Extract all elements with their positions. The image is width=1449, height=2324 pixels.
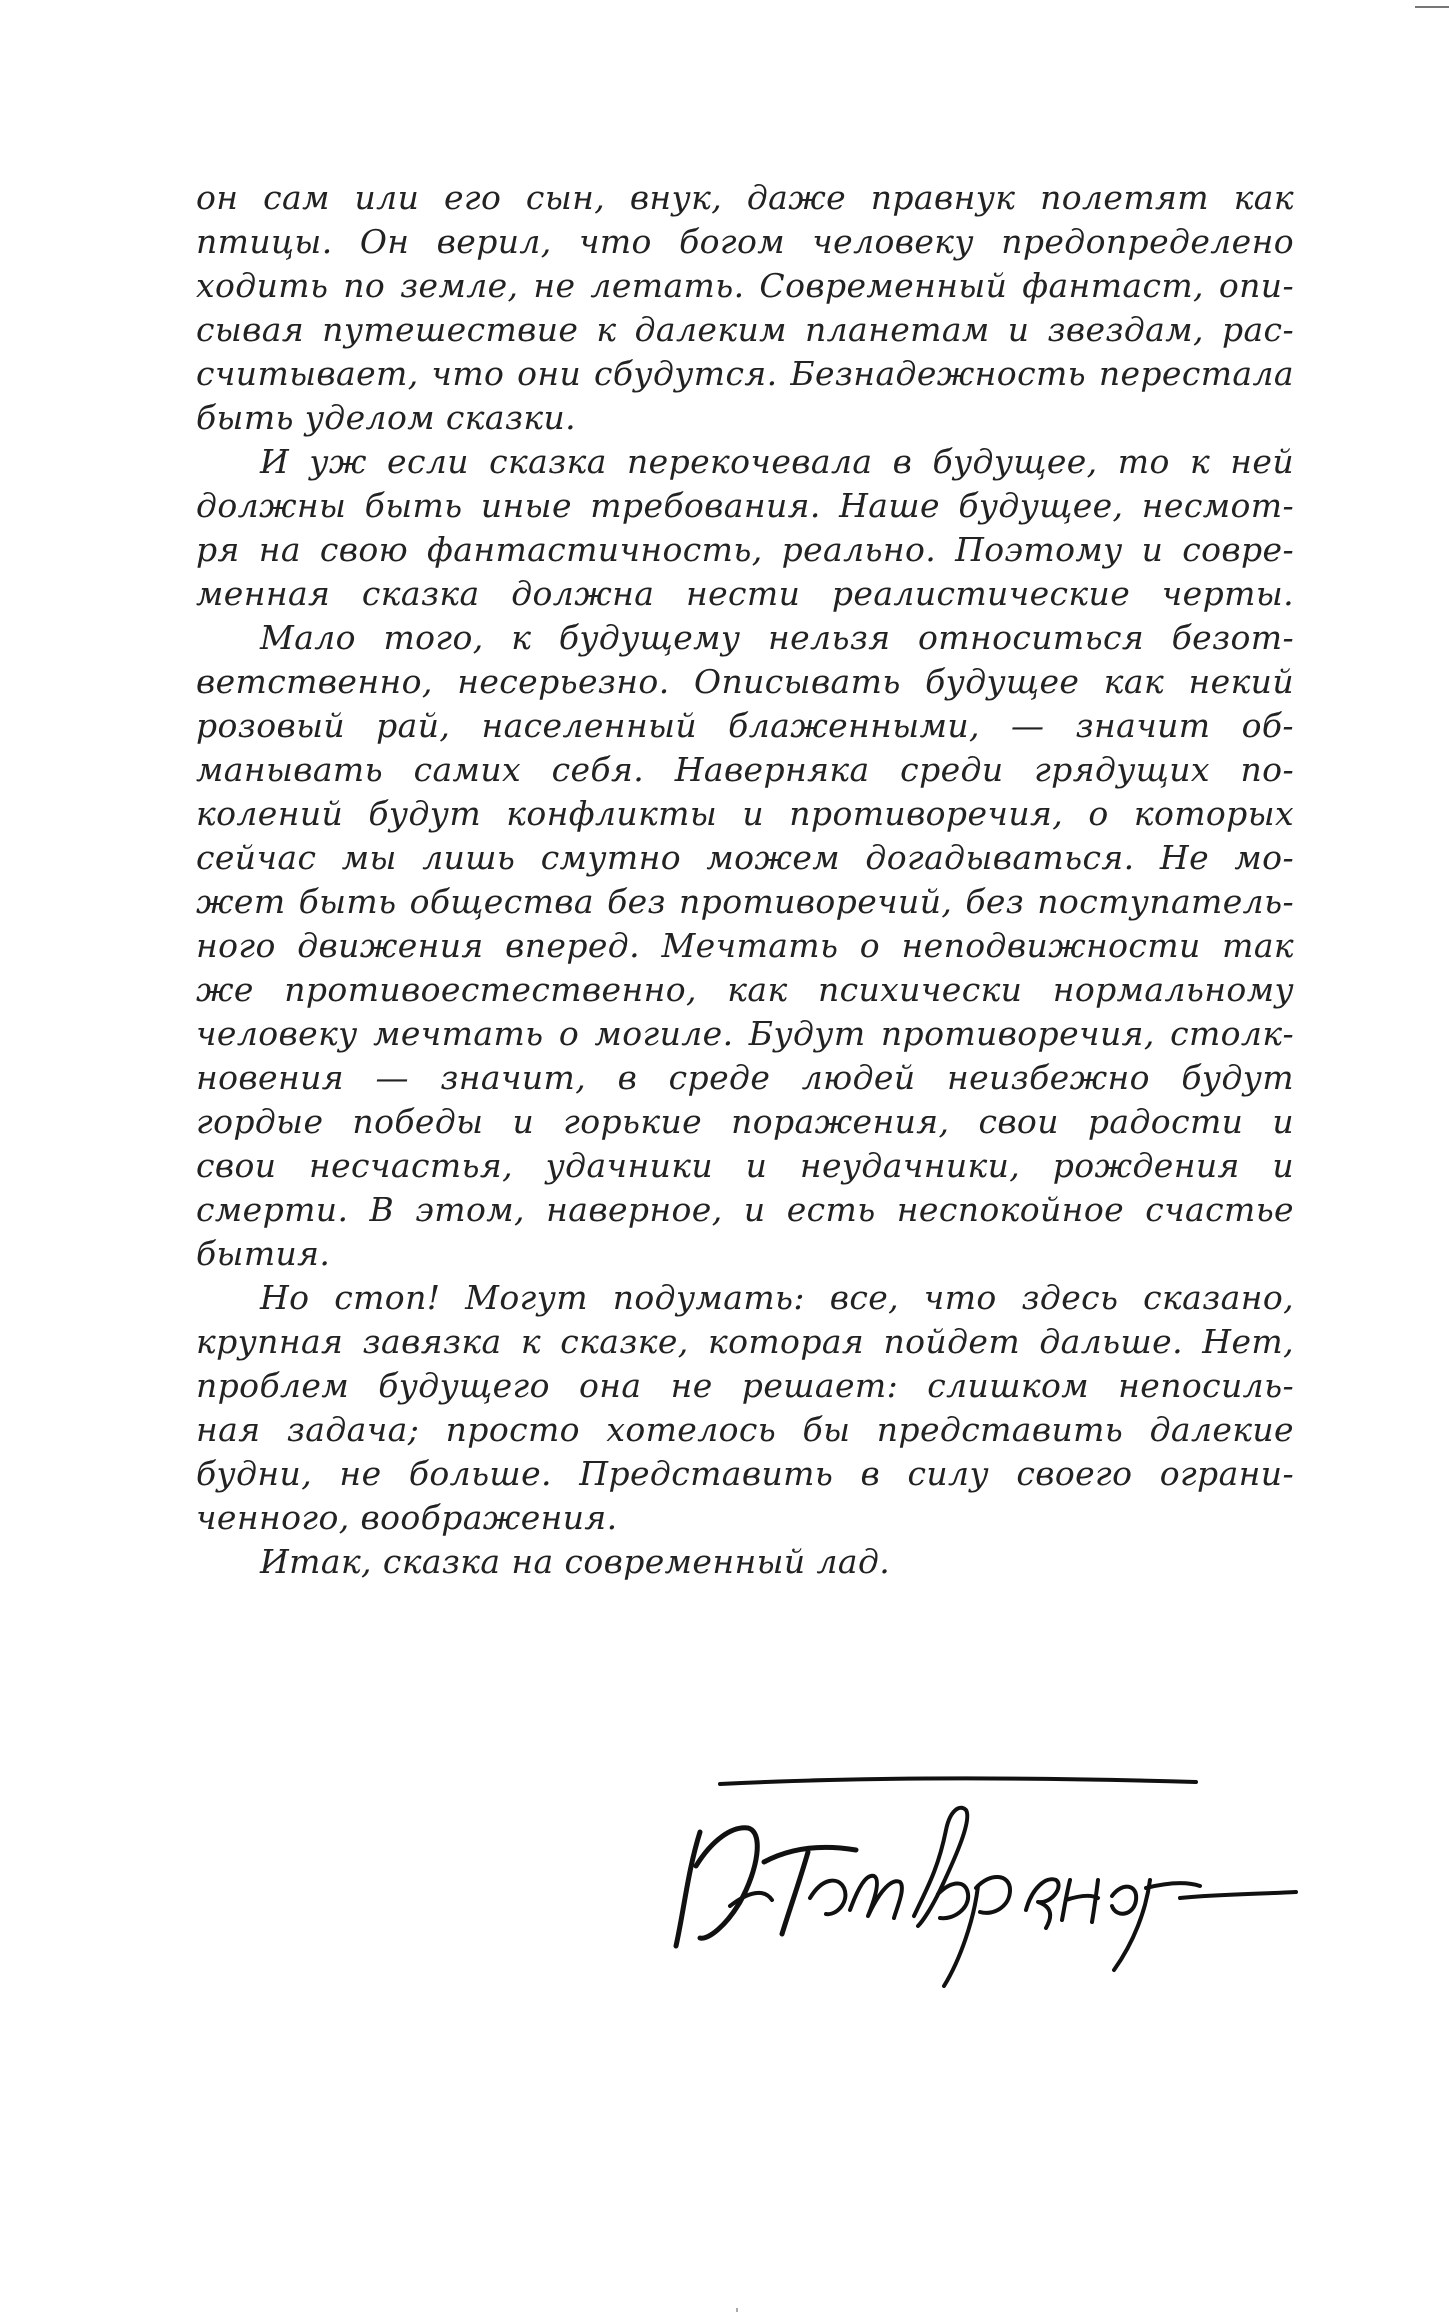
text-line: бытия. xyxy=(196,1234,331,1273)
text-line: Но стоп! Могут подумать: все, что здесь сказано, xyxy=(260,1278,1294,1317)
text-line: быть уделом сказки. xyxy=(196,398,576,437)
text-line: ходить по земле, не летать. Современный фантаст, опи- xyxy=(196,266,1294,305)
text-line: человеку мечтать о могиле. Будут противоречия, столк- xyxy=(196,1014,1294,1053)
text-line: свои несчастья, удачники и неудачники, рождения и xyxy=(196,1146,1294,1185)
text-line: Мало того, к будущему нельзя относиться безот- xyxy=(260,618,1294,657)
text-line: гордые победы и горькие поражения, свои радости и xyxy=(196,1102,1294,1141)
page-edge-mark xyxy=(1415,6,1449,8)
paragraph xyxy=(196,440,1294,616)
text-line: он сам или его сын, внук, даже правнук полетят как xyxy=(196,178,1294,217)
text-line: менная сказка должна нести реалистические черты. xyxy=(196,574,1294,613)
text-line: сейчас мы лишь смутно можем догадываться. Не мо- xyxy=(196,838,1294,877)
paragraph xyxy=(196,616,1294,1276)
text-line: должны быть иные требования. Наше будущее, несмот- xyxy=(196,486,1294,525)
handwritten-signature-icon xyxy=(660,1770,1300,1990)
text-line: птицы. Он верил, что богом человеку предопределено xyxy=(196,222,1294,261)
text-line: ного движения вперед. Мечтать о неподвижности так xyxy=(196,926,1294,965)
text-block xyxy=(196,176,1294,1584)
text-line: новения — значит, в среде людей неизбежно будут xyxy=(196,1058,1294,1097)
paragraph xyxy=(196,176,1294,440)
text-line: же противоестественно, как психически нормальному xyxy=(196,970,1294,1009)
text-line: крупная завязка к сказке, которая пойдет дальше. Нет, xyxy=(196,1322,1294,1361)
page-speck xyxy=(736,2308,738,2312)
text-line: будни, не больше. Представить в силу своего ограни- xyxy=(196,1454,1294,1493)
text-line: розовый рай, населенный блаженными, — значит об- xyxy=(196,706,1294,745)
text-line: манывать самих себя. Наверняка среди грядущих по- xyxy=(196,750,1294,789)
text-line: смерти. В этом, наверное, и есть неспокойное счастье xyxy=(196,1190,1294,1229)
text-line: ченного, воображения. xyxy=(196,1498,618,1537)
text-line: ная задача; просто хотелось бы представить далекие xyxy=(196,1410,1294,1449)
paragraph xyxy=(196,1276,1294,1540)
text-line: ря на свою фантастичность, реально. Поэтому и совре- xyxy=(196,530,1294,569)
text-line: сывая путешествие к далеким планетам и звездам, рас- xyxy=(196,310,1294,349)
text-line: жет быть общества без противоречий, без поступатель- xyxy=(196,882,1294,921)
text-line: Итак, сказка на современный лад. xyxy=(260,1542,891,1581)
paragraph xyxy=(196,1540,1294,1584)
text-line: ветственно, несерьезно. Описывать будущее как некий xyxy=(196,662,1294,701)
text-line: проблем будущего она не решает: слишком непосиль- xyxy=(196,1366,1294,1405)
text-line: считывает, что они сбудутся. Безнадежность перестала xyxy=(196,354,1294,393)
text-line: И уж если сказка перекочевала в будущее, то к ней xyxy=(260,442,1294,481)
text-line: колений будут конфликты и противоречия, о которых xyxy=(196,794,1294,833)
